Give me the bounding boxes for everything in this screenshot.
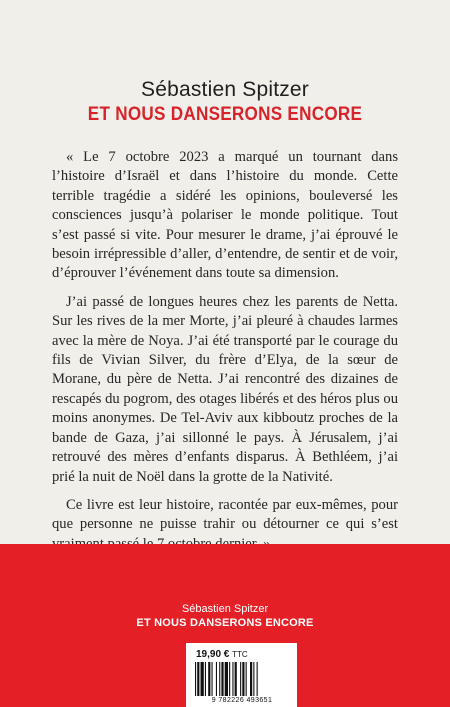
barcode-icon bbox=[195, 662, 289, 696]
price-suffix: TTC bbox=[232, 650, 248, 659]
blurb-text bbox=[52, 148, 398, 563]
blurb-paragraph-2: J’ai passé de longues heures chez les parents de Netta. Sur les rives de la mer Morte, j’ai pleuré à chaudes larmes avec la mère de Noya. J’ai été transporté par le courage du fils de Vivian Silver, du frère d’Elya, de la sœur de Morane, du père de Netta. J’ai rencontré des dizaines de rescapés du pogrom, des otages libérés et des héros plus ou moins anonymes. De Tel-Aviv aux kibboutz proches de la bande de Gaza, j’ai sillonné le pays. À Jérusalem, j’ai retrouvé des mères d’enfants disparus. À Bethléem, j’ai prié la nuit de Noël dans la grotte de la Nativité. bbox=[52, 293, 398, 485]
blurb-paragraph-3: Ce livre est leur histoire, racontée par eux-mêmes, pour que personne ne puisse trahir ou détourner ce qui s’est bbox=[52, 496, 398, 533]
blurb-paragraph-1: « Le 7 octobre 2023 a marqué un tournant dans l’histoire d’Israël et dans l’histoire du monde. Cette terrible tragédie a sidéré les opinions, bouleversé les consciences jusqu’à polariser le monde politique. Tout s’est passé si vite. Pour mesurer le drame, j’ai éprouvé le besoin irrépressible d’aller, d’entendre, de sentir et de voir, d’éprouver l’événement dans toute sa dimension. bbox=[52, 149, 398, 282]
band-author-name: Sébastien Spitzer bbox=[181, 603, 269, 615]
price-label bbox=[196, 649, 248, 660]
author-name: Sébastien Spitzer bbox=[141, 78, 309, 101]
band-book-title: ET NOUS DANSERONS ENCORE bbox=[136, 617, 314, 629]
isbn-number: 9 782226 493651 bbox=[211, 697, 273, 704]
book-title: ET NOUS DANSERONS ENCORE bbox=[87, 104, 363, 125]
barcode-box bbox=[186, 643, 297, 707]
price-value: 19,90 € bbox=[196, 649, 230, 660]
